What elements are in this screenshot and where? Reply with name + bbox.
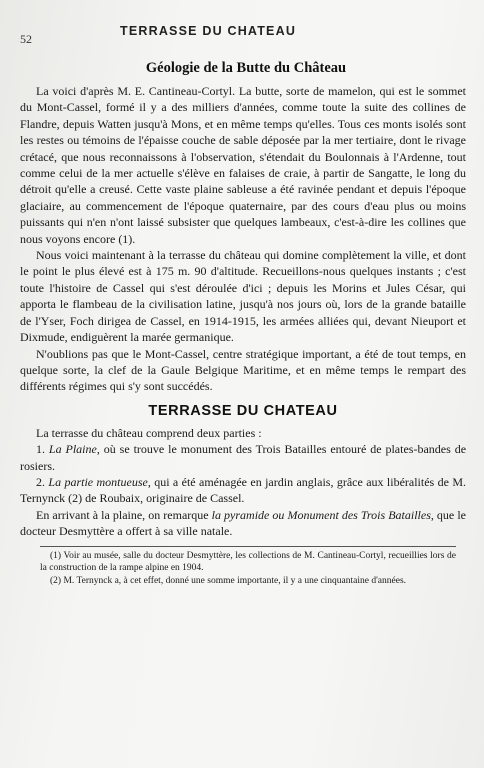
footnote-1: (1) Voir au musée, salle du docteur Desmyttère, les collections de M. Cantineau-Cortyl, recueillies lors de la construction de la rampe alpine en 1904.	[40, 550, 456, 573]
footnotes	[40, 546, 456, 587]
page-number: 52	[20, 32, 32, 46]
paragraph-text-end: , que le docteur Desmyttère a offert à sa ville natale.	[20, 507, 466, 539]
list-item-plaine	[20, 441, 466, 474]
list-item-text: , où se trouve le monument des Trois Batailles entouré de plates-bandes de rosiers.	[20, 442, 467, 473]
running-head: TERRASSE DU CHATEAU	[120, 24, 297, 38]
list-item-term: La partie montueuse	[48, 474, 148, 489]
list-item-text: , qui a été aménagée en jardin anglais, grâce aux libéralités de M. Ternynck (2) de Roubaix, originaire de Cassel.	[20, 474, 466, 506]
page-header	[20, 16, 466, 46]
list-number: 2.	[36, 474, 45, 489]
paragraph-geologie: La voici d'après M. E. Cantineau-Cortyl. La butte, sorte de mamelon, qui est le sommet du Mont-Cassel, formé il y a des milliers d'années, comme toute la suite des collines de Flandre, depuis Watten jusqu'à Mons, et en même temps qu'elles. Tous ces monts isolés sont les restes ou témoins de l'épaisse couche de sable déposée par la mer tertiaire, dont le rivage crétacé, que nous reconnaissons à l'observation, s'étendait du Boulonnais à l'Ardenne, tout comme celui de la mer actuelle s'élève en falaises de craie, à partir de Sangatte, le long du détroit qu'elle a creusé. Cette vaste plaine sableuse a été ravinée pendant et depuis l'époque glaciaire, au commencement de l'époque quaternaire, par des cours d'eau plus ou moins puissants qui n'en n'ont laissé subsister que quelques lambeaux, c'est-à-dire les collines que nous voyons encore (1).	[20, 84, 466, 246]
footnote-2: (2) M. Ternynck a, à cet effet, donné une somme importante, il y a une cinquantaine d'années.	[50, 575, 407, 586]
list-item-term: La Plaine	[48, 442, 97, 457]
list-item-partie-montueuse	[20, 474, 466, 507]
section-title-geologie: Géologie de la Butte du Château	[145, 60, 347, 76]
paragraph-emphasis: la pyramide ou Monument des Trois Batailles	[211, 507, 431, 522]
paragraph-text: En arrivant à la plaine, on remarque	[36, 507, 209, 522]
paragraph-intro: La terrasse du château comprend deux parties :	[36, 425, 262, 440]
paragraph-terrasse-histoire: Nous voici maintenant à la terrasse du château qui domine complètement la ville, et dont le point le plus élevé est à 175 m. 90 d'altitude. Recueillons-nous quelques instants ; c'est toute l'histoire de Cassel qui s'est déroulée d'ici ; depuis les Morins et Jules César, qui apporta le flambeau de la civilisation latine, jusqu'à nos jours où, lors de la grande bataille de l'Yser, Foch dirigea de Cassel, en 1914-1915, les armées alliées qui, devant Nieuport et Dixmude, endiguèrent la marée germanique.	[20, 248, 466, 345]
section-title-terrasse: TERRASSE DU CHATEAU	[148, 402, 338, 419]
paragraph-mont-cassel: N'oublions pas que le Mont-Cassel, centre stratégique important, a été de tout temps, en quelque sorte, la clef de la Gaule Belgique Maritime, et en même temps le rempart des différents régimes qui s'y sont succédés.	[20, 346, 466, 394]
list-number: 1.	[36, 442, 45, 457]
paragraph-pyramide	[20, 507, 466, 540]
